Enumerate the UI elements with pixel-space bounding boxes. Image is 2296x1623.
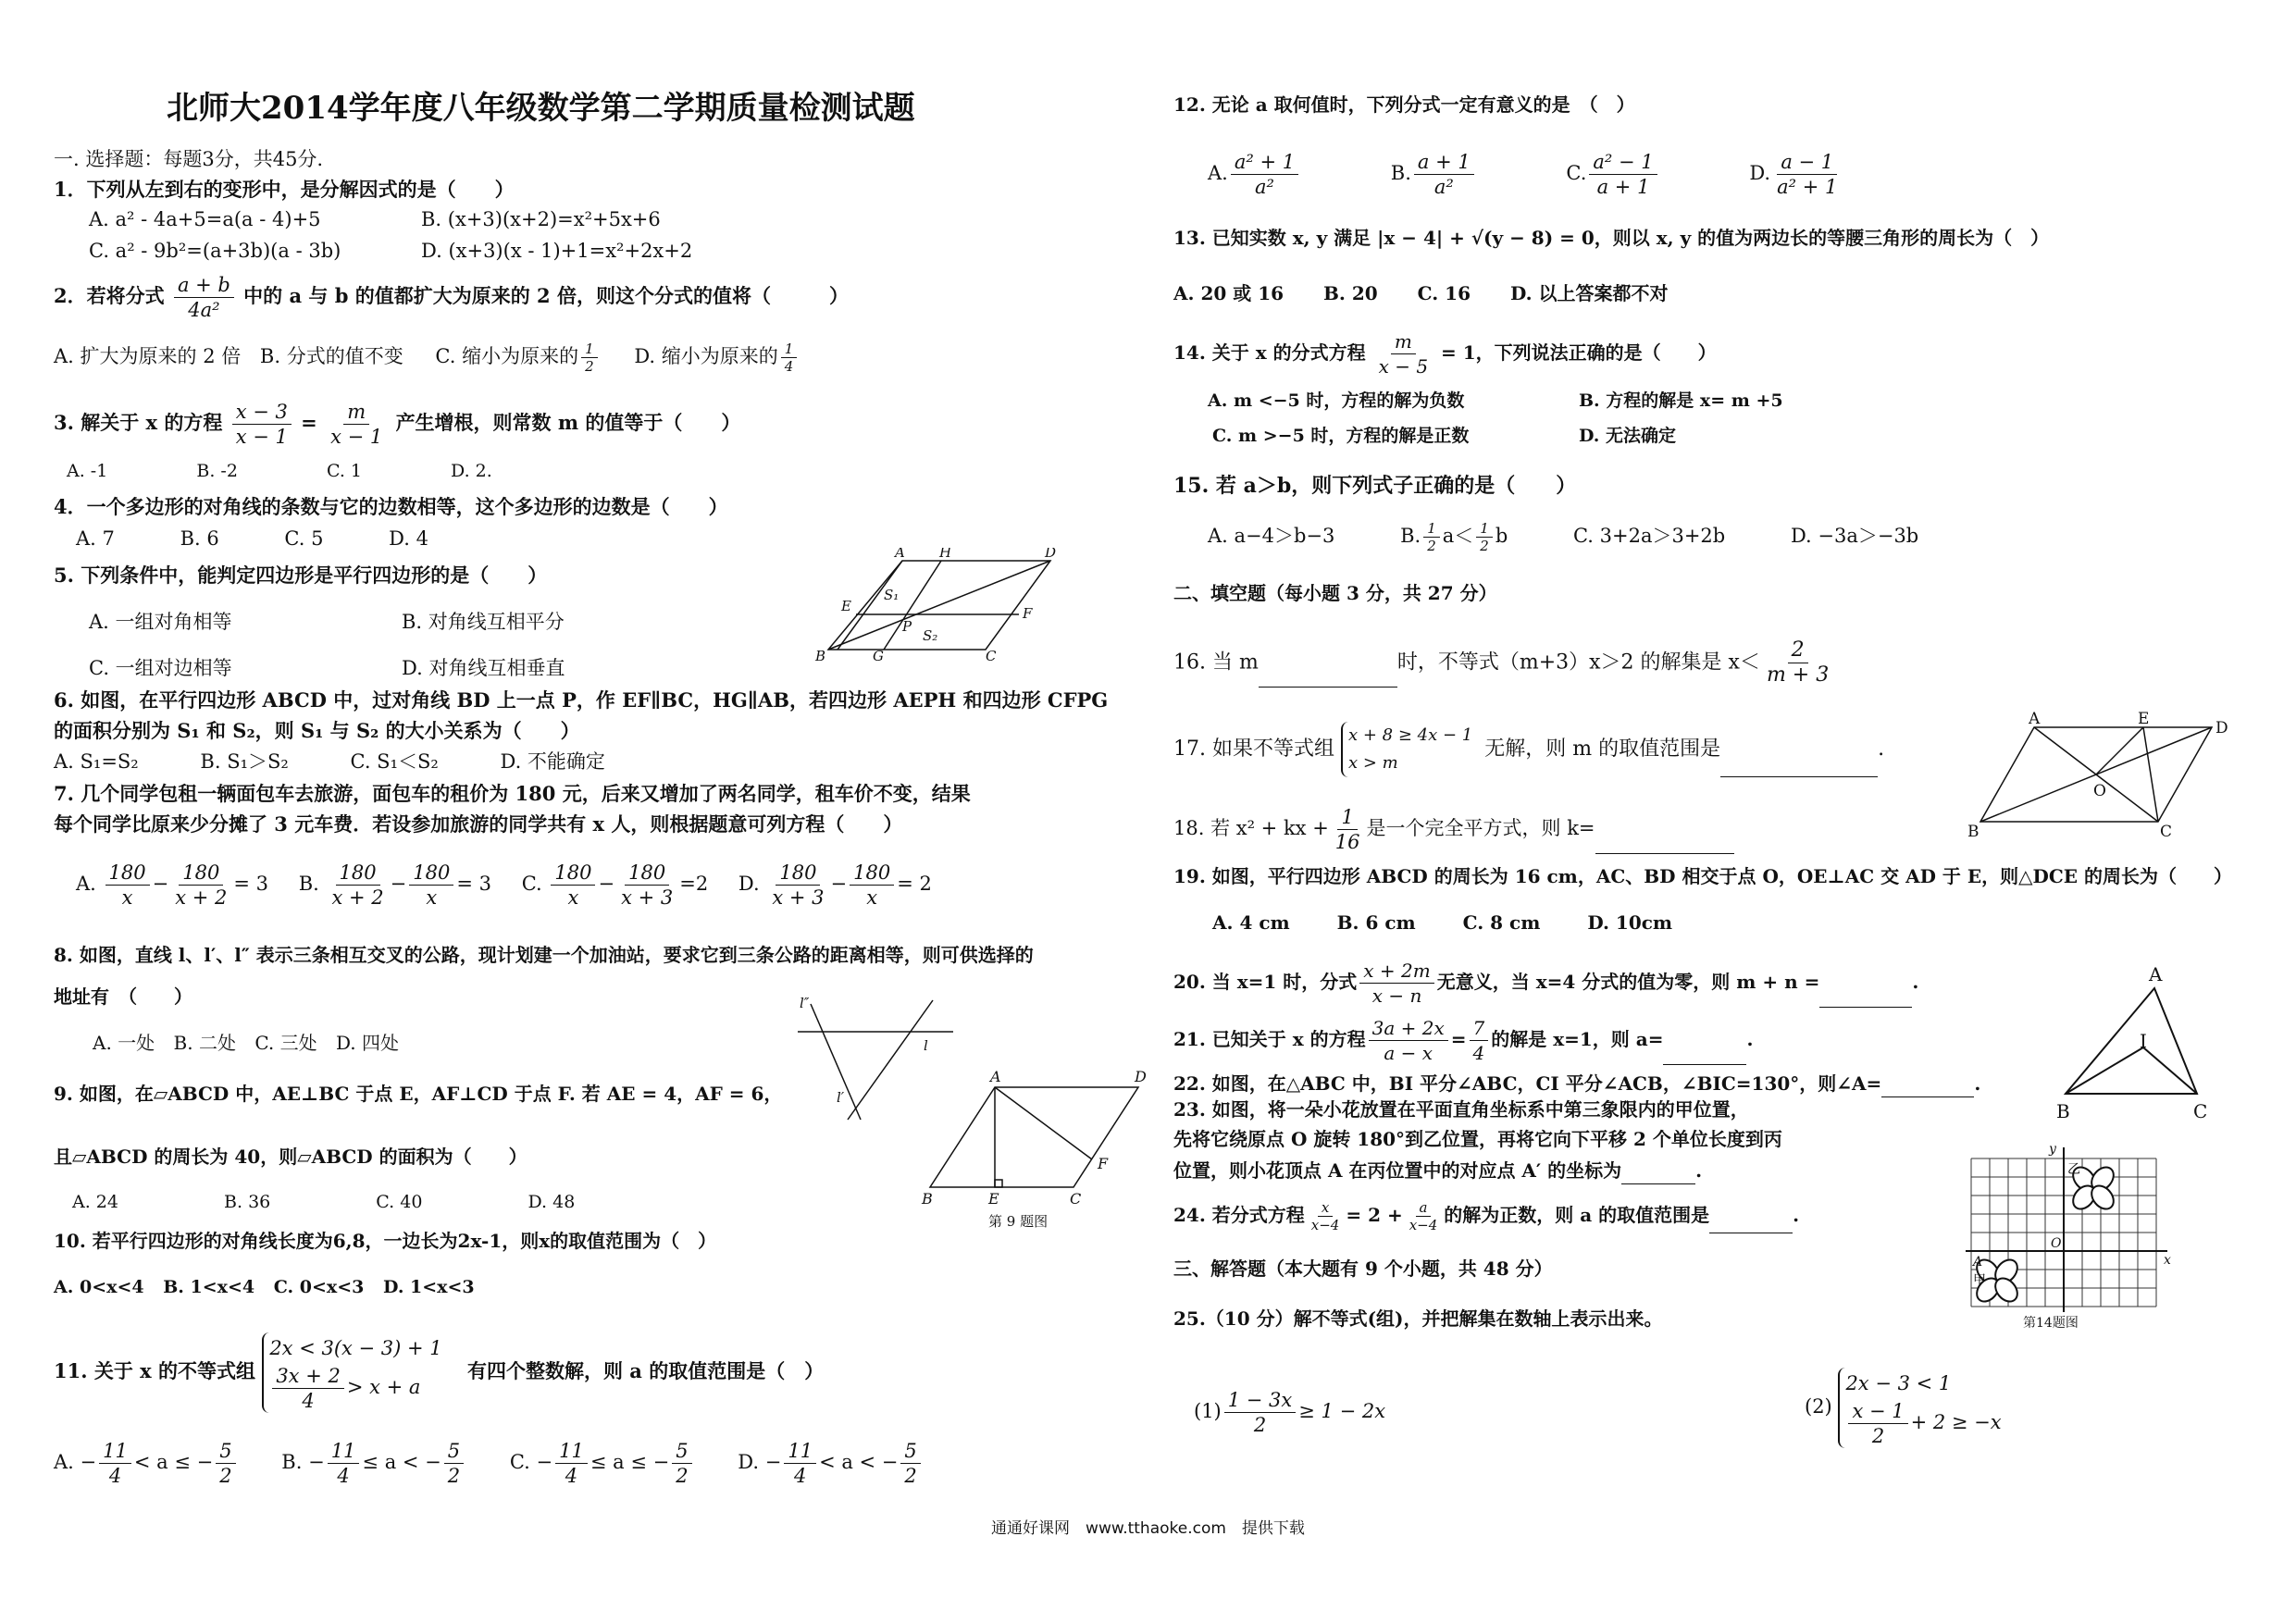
q19-option-b: B. 6 cm — [1336, 911, 1416, 934]
q1-option-d: D. (x+3)(x - 1)+1=x²+2x+2 — [421, 240, 693, 262]
q6-option-a: A. S₁=S₂ — [54, 750, 139, 773]
q5-option-d: D. 对角线互相垂直 — [402, 657, 565, 679]
q17-figure — [1962, 711, 2267, 840]
fig17-label-e: E — [2138, 711, 2150, 728]
fig5-label-h: H — [939, 548, 952, 561]
q21-blank[interactable] — [1663, 1064, 1746, 1065]
q2-option-d: D. 缩小为原来的 $\frac{1}{4}$ — [634, 345, 800, 367]
q7-option-a: A. $\frac{180}{x}$ − $\frac{180}{x + 2}$ = 3 — [76, 861, 269, 909]
q20-stem: 20. 当 x=1 时，分式 $\frac{x + 2m}{x - n}$ 无意义，当 x=4 分式的值为零，则 m + n = . — [1173, 960, 1919, 1007]
q25-stem: 25.（10 分）解不等式(组)，并把解集在数轴上表示出来。 — [1173, 1307, 1663, 1330]
section-fill-heading: 二、填空题（每小题 3 分，共 27 分） — [1173, 582, 1497, 604]
fig23-label-a: A — [1973, 1255, 1983, 1270]
fig9-label-b: B — [922, 1190, 933, 1208]
q7-line1: 7. 几个同学包租一辆面包车去旅游，面包车的租价为 180 元，后来又增加了两名同学，租车价不变，结果 — [54, 782, 971, 805]
q1-option-a: A. a² - 4a+5=a(a - 4)+5 — [89, 208, 321, 230]
q16-blank[interactable] — [1259, 687, 1397, 688]
q23-line3: 位置，则小花顶点 A 在丙位置中的对应点 A′ 的坐标为 . — [1173, 1157, 1702, 1184]
q11-option-c: C. − $\frac{11}{4}$ ≤ a ≤ − $\frac{5}{2}$ — [510, 1439, 695, 1488]
q2-option-c: C. 缩小为原来的 $\frac{1}{2}$ — [435, 345, 600, 367]
fig5-label-a: A — [895, 548, 905, 561]
q14-option-a: A. m <−5 时，方程的解为负数 — [1208, 390, 1465, 411]
q22-stem: 22. 如图，在△ABC 中，BI 平分∠ABC，CI 平分∠ACB，∠BIC=130°，则∠A= . — [1173, 1070, 1980, 1097]
fig17-label-o: O — [2093, 782, 2106, 800]
fig23-label-o: O — [2051, 1236, 2062, 1251]
q9-option-c: C. 40 — [376, 1192, 423, 1212]
q3-stem: 3. 解关于 x 的方程 $\frac{x - 3}{x - 1}$ = $\frac{m}{x - 1}$ 产生增根，则常数 m 的值等于（ ） — [54, 401, 741, 448]
fig23-label-jia: 甲 — [1973, 1273, 1986, 1288]
q23-blank[interactable] — [1621, 1183, 1695, 1184]
q19-stem: 19. 如图，平行四边形 ABCD 的周长为 16 cm，AC、BD 相交于点 O，OE⊥AC 交 AD 于 E，则△DCE 的周长为（ ） — [1173, 865, 2232, 887]
q7-option-c: C. $\frac{180}{x}$ − $\frac{180}{x + 3}$ =2 — [521, 861, 709, 909]
q6-option-b: B. S₁＞S₂ — [200, 750, 289, 773]
q22-blank[interactable] — [1881, 1096, 1974, 1097]
fig23-caption: 第14题图 — [2023, 1316, 2079, 1331]
q7-option-d: D. $\frac{180}{x + 3}$ − $\frac{180}{x}$ = 2 — [738, 861, 932, 909]
q10-option-a: A. 0<x<4 — [54, 1277, 144, 1297]
q7-option-b: B. $\frac{180}{x + 2}$ − $\frac{180}{x}$ = 3 — [298, 861, 492, 909]
q11-option-d: D. − $\frac{11}{4}$ < a < − $\frac{5}{2}$ — [738, 1439, 924, 1488]
q4-option-b: B. 6 — [180, 527, 219, 550]
q19-option-c: C. 8 cm — [1462, 911, 1541, 934]
q2-stem: 2．若将分式 $\frac{a + b}{\text{4a²}}$ 中的 a 与 b 的值都扩大为原来的 2 倍，则这个分式的值将（ ） — [54, 274, 849, 321]
q16-stem: 16. 当 m 时，不等式（m+3）x＞2 的解集是 x＜ $\frac{2}{m + 3}$ — [1173, 638, 1830, 687]
q3-option-d: D. 2. — [451, 461, 492, 481]
q10-option-d: D. 1<x<3 — [383, 1277, 475, 1297]
q4-option-c: C. 5 — [284, 527, 324, 550]
q4-option-a: A. 7 — [76, 527, 115, 550]
q8-line1: 8. 如图，直线 l、l′、l″ 表示三条相互交叉的公路，现计划建一个加油站，要求它到三条公路的距离相等，则可供选择的 — [54, 944, 1034, 966]
section-choice-heading: 一. 选择题：每题3分，共45分. — [54, 148, 324, 170]
q19-option-a: A. 4 cm — [1212, 911, 1290, 934]
fig5-label-d: D — [1045, 548, 1057, 561]
fig9-label-e: E — [988, 1190, 999, 1208]
q2-options — [54, 341, 800, 375]
q13-stem: 13. 已知实数 x, y 满足 |x − 4| + √(y − 8) = 0，则以 x, y 的值为两边长的等腰三角形的周长为（ ） — [1173, 227, 2050, 249]
q1-option-b: B. (x+3)(x+2)=x²+5x+6 — [421, 208, 661, 230]
fig5-label-c: C — [986, 648, 997, 664]
fig9-caption: 第 9 题图 — [988, 1213, 1049, 1230]
q24-stem: 24. 若分式方程 $\frac{x}{x-4}$ = 2 + $\frac{a}{x-4}$ 的解为正数，则 a 的取值范围是 . — [1173, 1199, 1800, 1233]
q8-option-d: D. 四处 — [335, 1032, 400, 1054]
q14-option-d: D. 无法确定 — [1579, 426, 1677, 446]
fig5-label-g: G — [873, 648, 884, 664]
fig22-label-b: B — [2056, 1100, 2070, 1122]
q19-options — [1212, 909, 1717, 936]
q6-options — [54, 748, 650, 775]
q2-option-b: B. 分式的值不变 — [259, 345, 403, 367]
q2-option-a: A. 扩大为原来的 2 倍 — [54, 345, 242, 367]
q4-options — [76, 525, 473, 552]
q7-options — [76, 861, 976, 910]
fig23-label-yi: 乙 — [2067, 1162, 2080, 1177]
q11-option-b: B. − $\frac{11}{4}$ ≤ a < − $\frac{5}{2}$ — [281, 1439, 466, 1488]
q23-line1: 23. 如图，将一朵小花放置在平面直角坐标系中第三象限内的甲位置， — [1173, 1098, 1749, 1121]
q9-option-b: B. 36 — [224, 1192, 271, 1212]
q23-line2: 先将它绕原点 O 旋转 180°到乙位置，再将它向下平移 2 个单位长度到丙 — [1173, 1128, 1782, 1150]
page-title: 北师大2014学年度八年级数学第二学期质量检测试题 — [167, 90, 915, 127]
q25-part2: (2) 2x − 3 < 1 $\frac{x - 1}{2}$ + 2 ≥ −x — [1805, 1368, 2007, 1448]
fig5-label-b: B — [815, 648, 826, 664]
fig8-label-l1: l′ — [837, 1089, 845, 1106]
q5-figure — [800, 548, 1069, 668]
q13-option-c: C. 16 — [1417, 282, 1471, 304]
q15-option-b: B. $\frac{1}{2}$ a＜ $\frac{1}{2}$ b — [1400, 520, 1508, 554]
q12-options — [1208, 150, 1888, 199]
q23-figure — [1953, 1140, 2184, 1334]
q6-line2: 的面积分别为 S₁ 和 S₂，则 S₁ 与 S₂ 的大小关系为（ ） — [54, 719, 580, 742]
fig9-label-a: A — [990, 1069, 1001, 1085]
q12-option-a: A. $\frac{\text{a² + 1}}{\text{a²}}$ — [1208, 150, 1301, 199]
q14-stem: 14. 关于 x 的分式方程 $\frac{m}{x - 5}$ = 1，下列说法正确的是（ ） — [1173, 330, 1717, 378]
q12-option-d: D. $\frac{a - 1}{\text{a² + 1}}$ — [1749, 151, 1838, 198]
q12-stem: 12. 无论 a 取何值时，下列分式一定有意义的是 （ ） — [1173, 93, 1635, 116]
q8-option-b: B. 二处 — [173, 1032, 236, 1054]
q21-stem: 21. 已知关于 x 的方程 $\frac{3a + 2x}{a - x}$ = $\frac{7}{4}$ 的解是 x=1，则 a= . — [1173, 1017, 1754, 1064]
q11-system: 2x < 3(x − 3) + 1 $\frac{3x + 2}{4}$ > x + a — [262, 1332, 447, 1413]
fig5-label-s1: S₁ — [884, 587, 900, 603]
q8-options — [93, 1029, 443, 1057]
fig22-label-i: I — [2140, 1030, 2147, 1052]
q4-option-d: D. 4 — [389, 527, 428, 550]
q6-option-c: C. S₁＜S₂ — [350, 750, 439, 773]
fig22-label-a: A — [2149, 963, 2163, 985]
fig17-label-a: A — [2029, 711, 2041, 728]
fig9-label-d: D — [1135, 1069, 1147, 1085]
q8-option-c: C. 三处 — [254, 1032, 317, 1054]
q13-option-b: B. 20 — [1323, 282, 1378, 304]
q12-option-c: C. $\frac{\text{a² − 1}}{a + 1}$ — [1566, 150, 1659, 199]
section-solve-heading: 三、解答题（本大题有 9 个小题，共 48 分） — [1173, 1258, 1553, 1280]
q3-options — [67, 457, 537, 485]
q22-figure — [2053, 962, 2219, 1129]
fig17-label-c: C — [2160, 823, 2173, 840]
q17-stem: 17. 如果不等式组 x + 8 ≥ 4x − 1 x > m 无解，则 m 的取值范围是 . — [1173, 722, 1884, 777]
q9-options — [72, 1188, 619, 1216]
footer-credit: 通通好课网 www.tthaoke.com 提供下载 — [991, 1519, 1305, 1538]
q5-option-c: C. 一组对边相等 — [89, 657, 232, 679]
fig23-label-y: y — [2049, 1142, 2056, 1157]
q6-line1: 6. 如图，在平行四边形 ABCD 中，过对角线 BD 上一点 P，作 EF∥BC，HG∥AB，若四边形 AEPH 和四边形 CFPG — [54, 688, 1109, 712]
q18-blank[interactable] — [1595, 853, 1734, 854]
q15-option-d: D. −3a＞−3b — [1790, 525, 1919, 547]
q11-stem: 11. 关于 x 的不等式组 2x < 3(x − 3) + 1 $\frac{3x + 2}{4}$ > x + a 有四个整数解，则 a 的取值范围是（ ） — [54, 1332, 824, 1413]
q9-figure — [916, 1069, 1157, 1231]
q3-option-a: A. -1 — [67, 461, 108, 481]
q15-option-a: A. a−4＞b−3 — [1208, 525, 1335, 547]
fig17-label-d: D — [2215, 719, 2228, 737]
q9-line2: 且▱ABCD 的周长为 40，则▱ABCD 的面积为（ ） — [54, 1146, 527, 1168]
q15-option-c: C. 3+2a＞3+2b — [1572, 525, 1726, 547]
q13-option-a: A. 20 或 16 — [1173, 282, 1285, 304]
fig8-label-l: l — [924, 1037, 928, 1054]
fig17-label-b: B — [1967, 823, 1980, 840]
q7-line2: 每个同学比原来少分摊了 3 元车费．若设参加旅游的同学共有 x 人，则根据题意可列方程（ ） — [54, 812, 903, 836]
fig5-label-f: F — [1023, 605, 1033, 622]
q11-option-a: A. − $\frac{11}{4}$ < a ≤ − $\frac{5}{2}$ — [54, 1439, 239, 1488]
q19-option-d: D. 10cm — [1587, 911, 1673, 934]
q14-option-c: C. m >−5 时，方程的解是正数 — [1212, 426, 1470, 446]
fig8-label-l2: l″ — [800, 995, 810, 1011]
q12-option-b: B. $\frac{a + 1}{\text{a²}}$ — [1391, 150, 1477, 199]
q6-option-d: D. 不能确定 — [500, 750, 605, 773]
fig22-label-c: C — [2193, 1100, 2208, 1122]
q4-stem: 4．一个多边形的对角线的条数与它的边数相等，这个多边形的边数是（ ） — [54, 495, 728, 518]
q9-option-d: D. 48 — [527, 1192, 576, 1212]
fig9-label-f: F — [1098, 1155, 1109, 1172]
q9-line1: 9. 如图，在▱ABCD 中，AE⊥BC 于点 E，AF⊥CD 于点 F. 若 AE = 4，AF = 6， — [54, 1083, 783, 1105]
fig5-label-e: E — [841, 598, 851, 614]
q3-option-b: B. -2 — [196, 461, 238, 481]
q15-options — [1208, 520, 1963, 554]
fig23-label-x: x — [2164, 1253, 2171, 1268]
q8-line2: 地址有 （ ） — [54, 985, 192, 1008]
q3-option-c: C. 1 — [326, 461, 362, 481]
fig9-label-c: C — [1070, 1190, 1082, 1208]
q10-option-b: B. 1<x<4 — [163, 1277, 255, 1297]
q15-stem: 15. 若 a＞b，则下列式子正确的是（ ） — [1173, 474, 1577, 498]
q18-stem: 18. 若 x² + kx + $\frac{1}{16}$ 是一个完全平方式，则 k= — [1173, 805, 1734, 854]
q20-blank[interactable] — [1819, 1007, 1912, 1008]
q1-stem: 1．下列从左到右的变形中，是分解因式的是（ ） — [54, 178, 515, 201]
q11-options — [54, 1439, 968, 1488]
q5-option-a: A. 一组对角相等 — [89, 611, 232, 633]
q10-stem: 10. 若平行四边形的对角线长度为6,8，一边长为2x-1，则x的取值范围为（ ） — [54, 1230, 717, 1252]
q14-option-b: B. 方程的解是 x= m +5 — [1579, 390, 1783, 411]
q1-option-c: C. a² - 9b²=(a+3b)(a - 3b) — [89, 240, 341, 262]
q10-option-c: C. 0<x<3 — [273, 1277, 365, 1297]
fig5-label-p: P — [902, 618, 912, 635]
q10-options — [54, 1273, 519, 1301]
q13-option-d: D. 以上答案都不对 — [1509, 282, 1669, 304]
q13-options — [1173, 279, 1713, 307]
q8-option-a: A. 一处 — [93, 1032, 155, 1054]
q5-option-b: B. 对角线互相平分 — [402, 611, 565, 633]
q25-part1: (1) $\frac{1 - 3x}{2}$ ≥ 1 − 2x — [1194, 1389, 1386, 1436]
q9-option-a: A. 24 — [72, 1192, 118, 1212]
q2-fraction: $\frac{a + b}{\text{4a²}}$ — [174, 273, 234, 322]
q17-blank[interactable] — [1720, 776, 1878, 777]
fig5-label-s2: S₂ — [923, 627, 938, 644]
q5-stem: 5. 下列条件中，能判定四边形是平行四边形的是（ ） — [54, 564, 548, 587]
